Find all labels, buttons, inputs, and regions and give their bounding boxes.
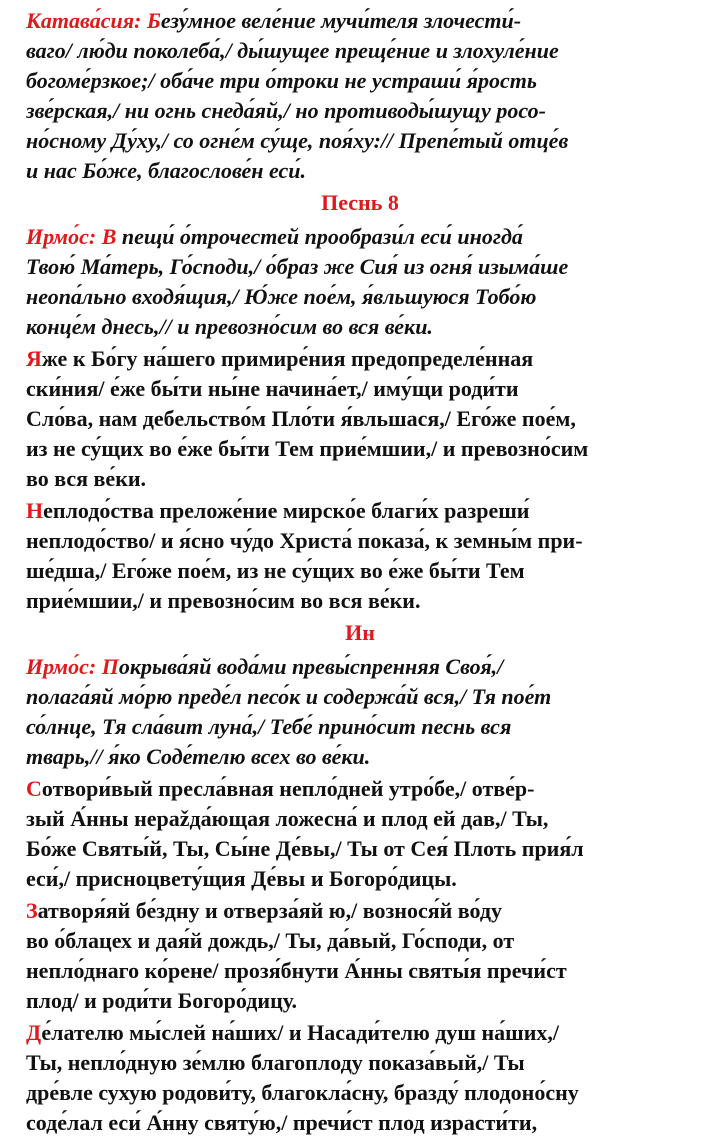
text-line: зый А́нны нерažда́ющая ложесна́ и плод ей дав,/ Ты,	[26, 806, 549, 831]
text-line: но́сному Ду́ху,/ со огне́м су́ще, поя́ху:// Препе́тый отце́в	[26, 128, 569, 153]
troparion-first-line	[26, 344, 694, 374]
line-text: пещи́ о́трочестей прообрази́л еси́ иногда́	[116, 224, 523, 249]
text-line: прие́мшии,/ и превозно́сим во вся ве́ки.	[26, 588, 421, 613]
text-line: ваго/ лю́ди поколеба́,/ ды́шущее преще́ние и злохуле́ние	[26, 38, 559, 63]
text-line: неопа́льно входя́щия,/ Ю́же пое́м, я́вльшуюся Тобо́ю	[26, 284, 537, 309]
text-line: Ты, непло́дную зе́млю благоплоду показа́вый,/ Ты	[26, 1050, 525, 1075]
text-line: соде́лал еси́ А́нну святу́ю,/ пречи́ст плод израсти́ти,	[26, 1110, 538, 1135]
text-line: плод/ и роди́ти Богоро́дицу.	[26, 988, 298, 1013]
troparion-first-line	[26, 1018, 694, 1048]
irmos-first-line	[26, 222, 694, 252]
text-line: тварь,// я́ко Соде́телю всех во ве́ки.	[26, 744, 371, 769]
text-line: зве́рская,/ ни огнь снеда́яй,/ но противоды́шущу росо-	[26, 98, 546, 123]
line-text: е́лателю мы́слей на́ших/ и Насади́телю душ на́ших,/	[41, 1020, 560, 1045]
text-line: неплодо́ство/ и я́сно чу́до Христа́ показа́, к земны́м при-	[26, 528, 583, 553]
section-heading-in: Ин	[345, 620, 375, 645]
text-line: дре́вле сухую родови́ту, благокла́сну, бразду́ плодоно́сну	[26, 1080, 579, 1105]
troparion-first-line	[26, 774, 694, 804]
irmos-first-line	[26, 652, 694, 682]
text-line: Бо́же Святы́й, Ты, Сы́не Де́вы,/ Ты от Сея́ Плоть прия́л	[26, 836, 584, 861]
katavasia-first-line	[26, 6, 694, 36]
troparion-first-line	[26, 496, 694, 526]
text-line: со́лнце, Тя сла́вит луна́,/ Тебе́ прино́сит песнь вся	[26, 714, 512, 739]
text-line: ски́ния/ е́же бы́ти ны́не начина́ет,/ иму́щи роди́ти	[26, 376, 519, 401]
drop-initial: В	[101, 224, 117, 249]
line-text: еплодо́ства преложе́ние мирско́е благи́х разреши́	[43, 498, 530, 523]
section-heading-ode-8: Песнь 8	[321, 190, 399, 215]
drop-initial: С	[26, 776, 42, 801]
line-text: же к Бо́гу на́шего примире́ния предопределе́нная	[41, 346, 534, 371]
text-line: богоме́рзкое;/ оба́че три о́троки не устраши́ я́рость	[26, 68, 537, 93]
katavasia-label: Катава́сия:	[26, 8, 142, 33]
drop-initial: Н	[26, 498, 44, 523]
text-line: ше́дша,/ Его́же пое́м, из не су́щих во е́же бы́ти Тем	[26, 558, 525, 583]
drop-initial: П	[101, 654, 119, 679]
irmos-label: Ирмо́с:	[26, 224, 97, 249]
text-line: Твою́ Ма́терь, Го́споди,/ о́браз же Сия́ из огня́ изыма́ше	[26, 254, 569, 279]
text-line: и нас Бо́же, благослове́н еси́.	[26, 158, 306, 183]
drop-initial: З	[26, 898, 38, 923]
drop-initial: Я	[26, 346, 42, 371]
line-text: окрыва́яй вода́ми превы́спренняя Своя́,/	[118, 654, 504, 679]
line-text: атворя́яй бе́здну и отверза́яй ю,/ вознося́й во́ду	[37, 898, 503, 923]
text-line: во вся ве́ки.	[26, 466, 147, 491]
text-line: непло́днаго ко́рене/ прозя́бнути А́нны святы́я пречи́ст	[26, 958, 567, 983]
drop-initial: Д	[26, 1020, 42, 1045]
line-text: отвори́вый пресла́вная непло́дней утро́бе,/ отве́р-	[41, 776, 535, 801]
text-line: еси́,/ присноцвету́щия Де́вы и Богоро́дицы.	[26, 866, 457, 891]
troparion-first-line	[26, 896, 694, 926]
text-line: Сло́ва, нам дебельство́м Пло́ти я́вльшася,/ Его́же пое́м,	[26, 406, 576, 431]
text-line: конце́м днесь,// и превозно́сим во вся ве́ки.	[26, 314, 433, 339]
text-line: во о́блацех и дая́й дождь,/ Ты, да́вый, Го́споди, от	[26, 928, 515, 953]
text-line: из не су́щих во е́же бы́ти Тем прие́мшии,/ и превозно́сим	[26, 436, 589, 461]
drop-initial: Б	[146, 8, 161, 33]
irmos-label: Ирмо́с:	[26, 654, 97, 679]
text-line: полага́яй мо́рю преде́л песо́к и содержа́й вся,/ Тя пое́т	[26, 684, 552, 709]
line-text: езу́мное веле́ние мучи́теля злочести́-	[160, 8, 522, 33]
